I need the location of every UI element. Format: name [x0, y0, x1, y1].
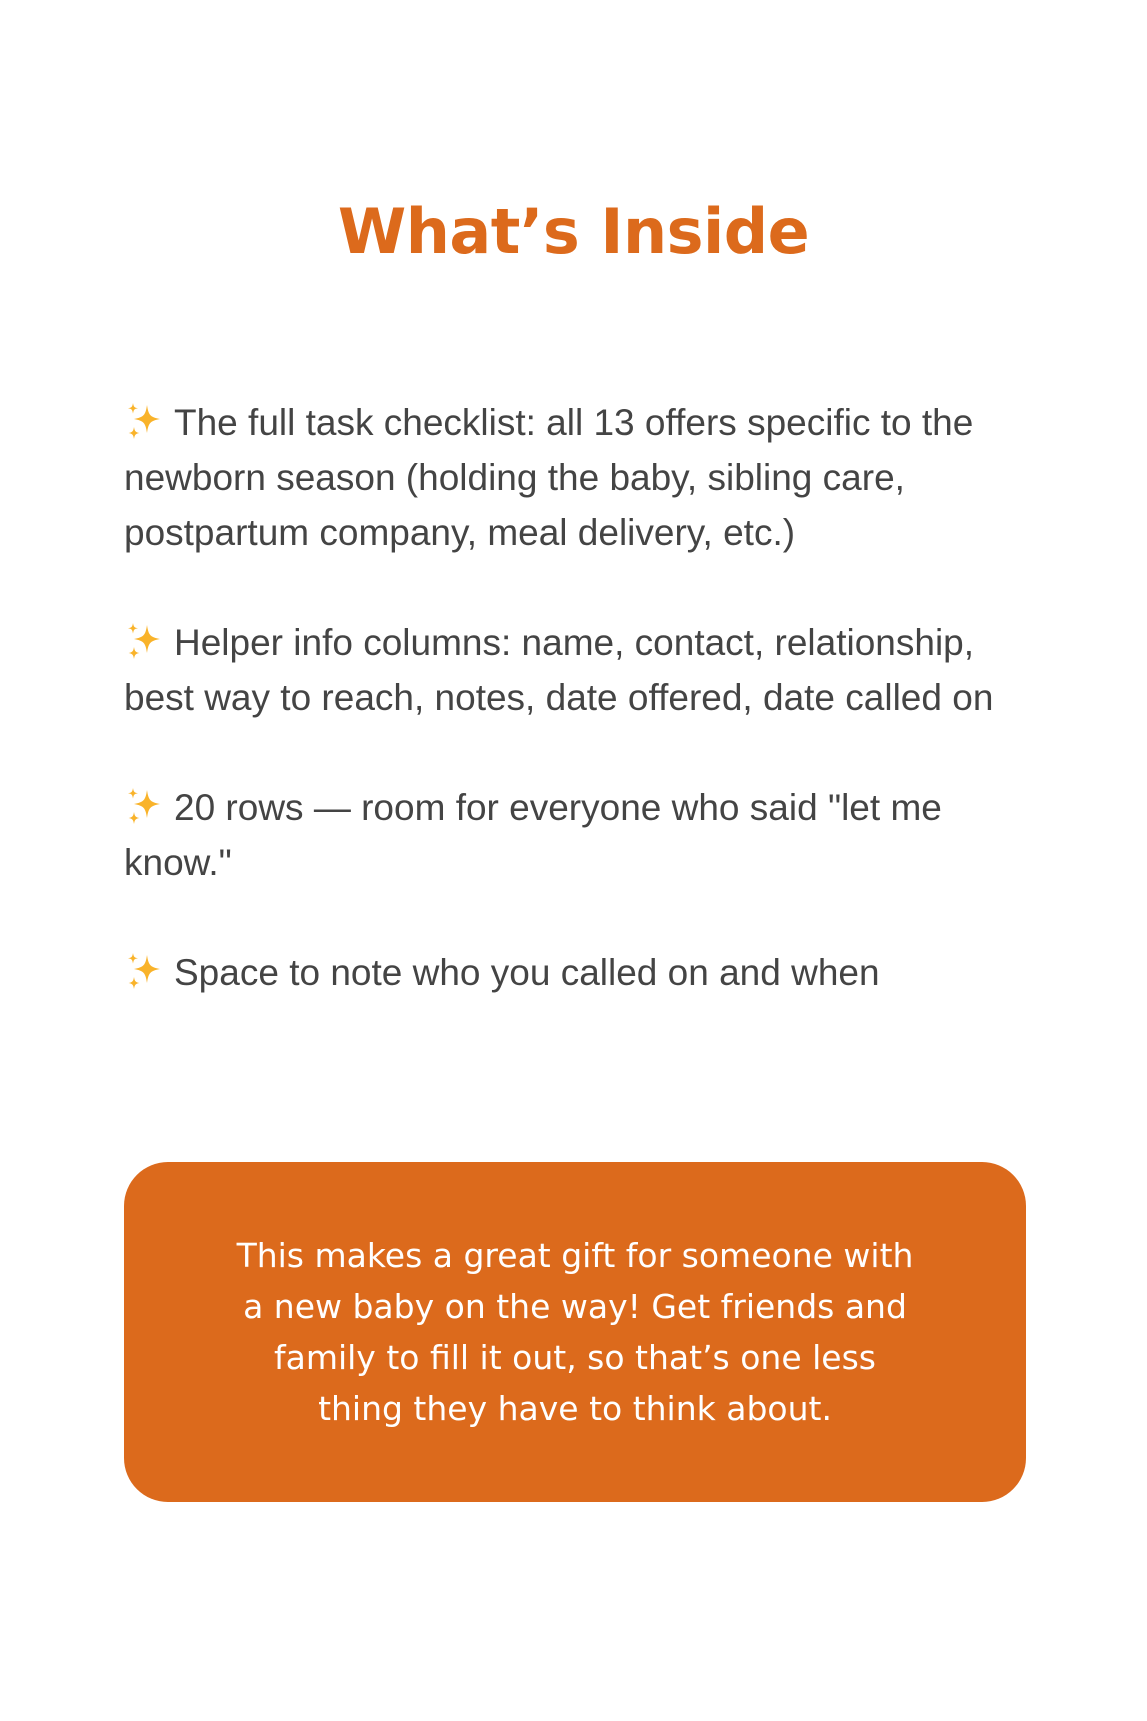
feature-item-helper-info: [124, 615, 1044, 725]
feature-text: Space to note who you called on and when: [174, 952, 880, 993]
feature-list: [124, 395, 1044, 1055]
feature-item-rows: [124, 780, 1044, 890]
feature-text: Helper info columns: name, contact, relationship, best way to reach, notes, date offered, date called on: [124, 622, 994, 718]
feature-text: The full task checklist: all 13 offers specific to the newborn season (holding the baby, sibling care, postpartum company, meal delivery, etc.): [124, 402, 974, 553]
gift-callout-text: This makes a great gift for someone with a new baby on the way! Get friends and family to fill it out, so that’s one less thing they have to think about.: [236, 1236, 914, 1428]
feature-item-checklist: [124, 395, 1044, 560]
page-title: What’s Inside: [337, 195, 810, 268]
sparkles-icon: [124, 401, 164, 441]
sparkles-icon: [124, 786, 164, 826]
feature-item-space-to-note: [124, 945, 1044, 1000]
sparkles-icon: [124, 621, 164, 661]
feature-text: 20 rows — room for everyone who said "let me know.": [124, 787, 942, 883]
sparkles-icon: [124, 951, 164, 991]
gift-callout-box: [124, 1162, 1026, 1502]
